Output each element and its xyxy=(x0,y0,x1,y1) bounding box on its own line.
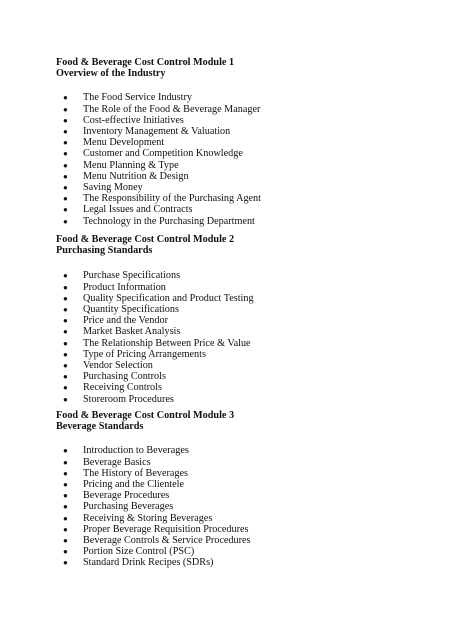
list-item-label: Legal Issues and Contracts xyxy=(83,204,193,216)
list-item xyxy=(56,382,436,393)
list-item xyxy=(56,524,436,535)
list-item xyxy=(56,490,436,501)
topic-list xyxy=(56,445,436,568)
list-item-label: Quality Specification and Product Testing xyxy=(83,292,254,304)
list-item-label: Purchasing Beverages xyxy=(83,501,174,513)
list-item-label: Product Information xyxy=(83,281,166,293)
list-item xyxy=(56,394,436,405)
list-item xyxy=(56,513,436,524)
bullet-icon: ● xyxy=(63,480,68,490)
bullet-icon: ● xyxy=(63,349,68,359)
bullet-icon: ● xyxy=(63,468,68,478)
list-item-label: The History of Beverages xyxy=(83,467,188,479)
bullet-icon: ● xyxy=(63,282,68,292)
list-item-label: Market Basket Analysis xyxy=(83,326,181,338)
bullet-icon: ● xyxy=(63,394,68,404)
bullet-icon: ● xyxy=(63,457,68,467)
module-subtitle: Beverage Standards xyxy=(56,421,144,433)
list-item-label: Type of Pricing Arrangements xyxy=(83,348,206,360)
list-item xyxy=(56,293,436,304)
list-item-label: Technology in the Purchasing Department xyxy=(83,215,255,227)
bullet-icon: ● xyxy=(63,127,68,137)
list-item xyxy=(56,479,436,490)
list-item-label: Inventory Management & Valuation xyxy=(83,126,231,138)
list-item-label: Receiving & Storing Beverages xyxy=(83,512,213,524)
list-item xyxy=(56,216,436,227)
bullet-icon: ● xyxy=(63,372,68,382)
list-item-label: Receiving Controls xyxy=(83,382,162,394)
list-item-label: Purchasing Controls xyxy=(83,371,166,383)
bullet-icon: ● xyxy=(63,446,68,456)
bullet-icon: ● xyxy=(63,171,68,181)
list-item-label: The Food Service Industry xyxy=(83,92,192,104)
list-item-label: Pricing and the Clientele xyxy=(83,479,184,491)
list-item xyxy=(56,349,436,360)
topic-list xyxy=(56,270,436,404)
list-item xyxy=(56,137,436,148)
bullet-icon: ● xyxy=(63,149,68,159)
module-title: Food & Beverage Cost Control Module 1 xyxy=(56,57,235,68)
bullet-icon: ● xyxy=(63,536,68,546)
list-item xyxy=(56,92,436,103)
list-item xyxy=(56,445,436,456)
list-item xyxy=(56,304,436,315)
list-item xyxy=(56,557,436,568)
list-item-label: The Relationship Between Price & Value xyxy=(83,337,251,349)
list-item-label: Menu Nutrition & Design xyxy=(83,170,189,182)
list-item-label: The Role of the Food & Beverage Manager xyxy=(83,103,261,115)
bullet-icon: ● xyxy=(63,513,68,523)
bullet-icon: ● xyxy=(63,361,68,371)
list-item-label: Cost-effective Initiatives xyxy=(83,114,184,126)
bullet-icon: ● xyxy=(63,293,68,303)
bullet-icon: ● xyxy=(63,338,68,348)
module-title: Food & Beverage Cost Control Module 3 xyxy=(56,410,235,421)
module-section-1 xyxy=(56,57,436,227)
list-item-label: Vendor Selection xyxy=(83,360,153,372)
list-item xyxy=(56,371,436,382)
module-section-3 xyxy=(56,410,436,569)
bullet-icon: ● xyxy=(63,160,68,170)
bullet-icon: ● xyxy=(63,115,68,125)
bullet-icon: ● xyxy=(63,183,68,193)
list-item xyxy=(56,501,436,512)
bullet-icon: ● xyxy=(63,383,68,393)
bullet-icon: ● xyxy=(63,194,68,204)
list-item xyxy=(56,104,436,115)
bullet-icon: ● xyxy=(63,558,68,568)
bullet-icon: ● xyxy=(63,104,68,114)
list-item-label: Portion Size Control (PSC) xyxy=(83,546,195,558)
list-item xyxy=(56,338,436,349)
bullet-icon: ● xyxy=(63,547,68,557)
list-item xyxy=(56,270,436,281)
list-item xyxy=(56,360,436,371)
list-item xyxy=(56,315,436,326)
topic-list xyxy=(56,92,436,226)
list-item-label: Proper Beverage Requisition Procedures xyxy=(83,523,249,535)
module-title: Food & Beverage Cost Control Module 2 xyxy=(56,234,235,245)
list-item xyxy=(56,115,436,126)
list-item-label: Introduction to Beverages xyxy=(83,445,189,457)
list-item-label: Purchase Specifications xyxy=(83,270,181,282)
bullet-icon: ● xyxy=(63,491,68,501)
bullet-icon: ● xyxy=(63,93,68,103)
list-item-label: Beverage Controls & Service Procedures xyxy=(83,535,251,547)
list-item xyxy=(56,535,436,546)
list-item-label: Saving Money xyxy=(83,182,143,194)
list-item xyxy=(56,182,436,193)
list-item xyxy=(56,204,436,215)
module-subtitle: Purchasing Standards xyxy=(56,245,153,257)
module-subtitle: Overview of the Industry xyxy=(56,68,166,80)
list-item-label: Price and the Vendor xyxy=(83,315,168,327)
module-section-2 xyxy=(56,234,436,405)
bullet-icon: ● xyxy=(63,327,68,337)
bullet-icon: ● xyxy=(63,138,68,148)
list-item xyxy=(56,148,436,159)
list-item xyxy=(56,282,436,293)
bullet-icon: ● xyxy=(63,216,68,226)
list-item xyxy=(56,160,436,171)
list-item xyxy=(56,193,436,204)
list-item xyxy=(56,457,436,468)
list-item-label: Menu Development xyxy=(83,137,165,149)
list-item-label: Beverage Procedures xyxy=(83,490,170,502)
list-item xyxy=(56,171,436,182)
bullet-icon: ● xyxy=(63,305,68,315)
list-item-label: Customer and Competition Knowledge xyxy=(83,148,243,160)
bullet-icon: ● xyxy=(63,205,68,215)
bullet-icon: ● xyxy=(63,524,68,534)
list-item xyxy=(56,326,436,337)
list-item-label: The Responsibility of the Purchasing Agent xyxy=(83,193,261,205)
list-item xyxy=(56,126,436,137)
bullet-icon: ● xyxy=(63,271,68,281)
bullet-icon: ● xyxy=(63,316,68,326)
list-item-label: Beverage Basics xyxy=(83,456,151,468)
bullet-icon: ● xyxy=(63,502,68,512)
list-item-label: Standard Drink Recipes (SDRs) xyxy=(83,557,214,569)
list-item xyxy=(56,468,436,479)
list-item-label: Quantity Specifications xyxy=(83,304,179,316)
list-item-label: Menu Planning & Type xyxy=(83,159,179,171)
list-item-label: Storeroom Procedures xyxy=(83,393,174,405)
list-item xyxy=(56,546,436,557)
